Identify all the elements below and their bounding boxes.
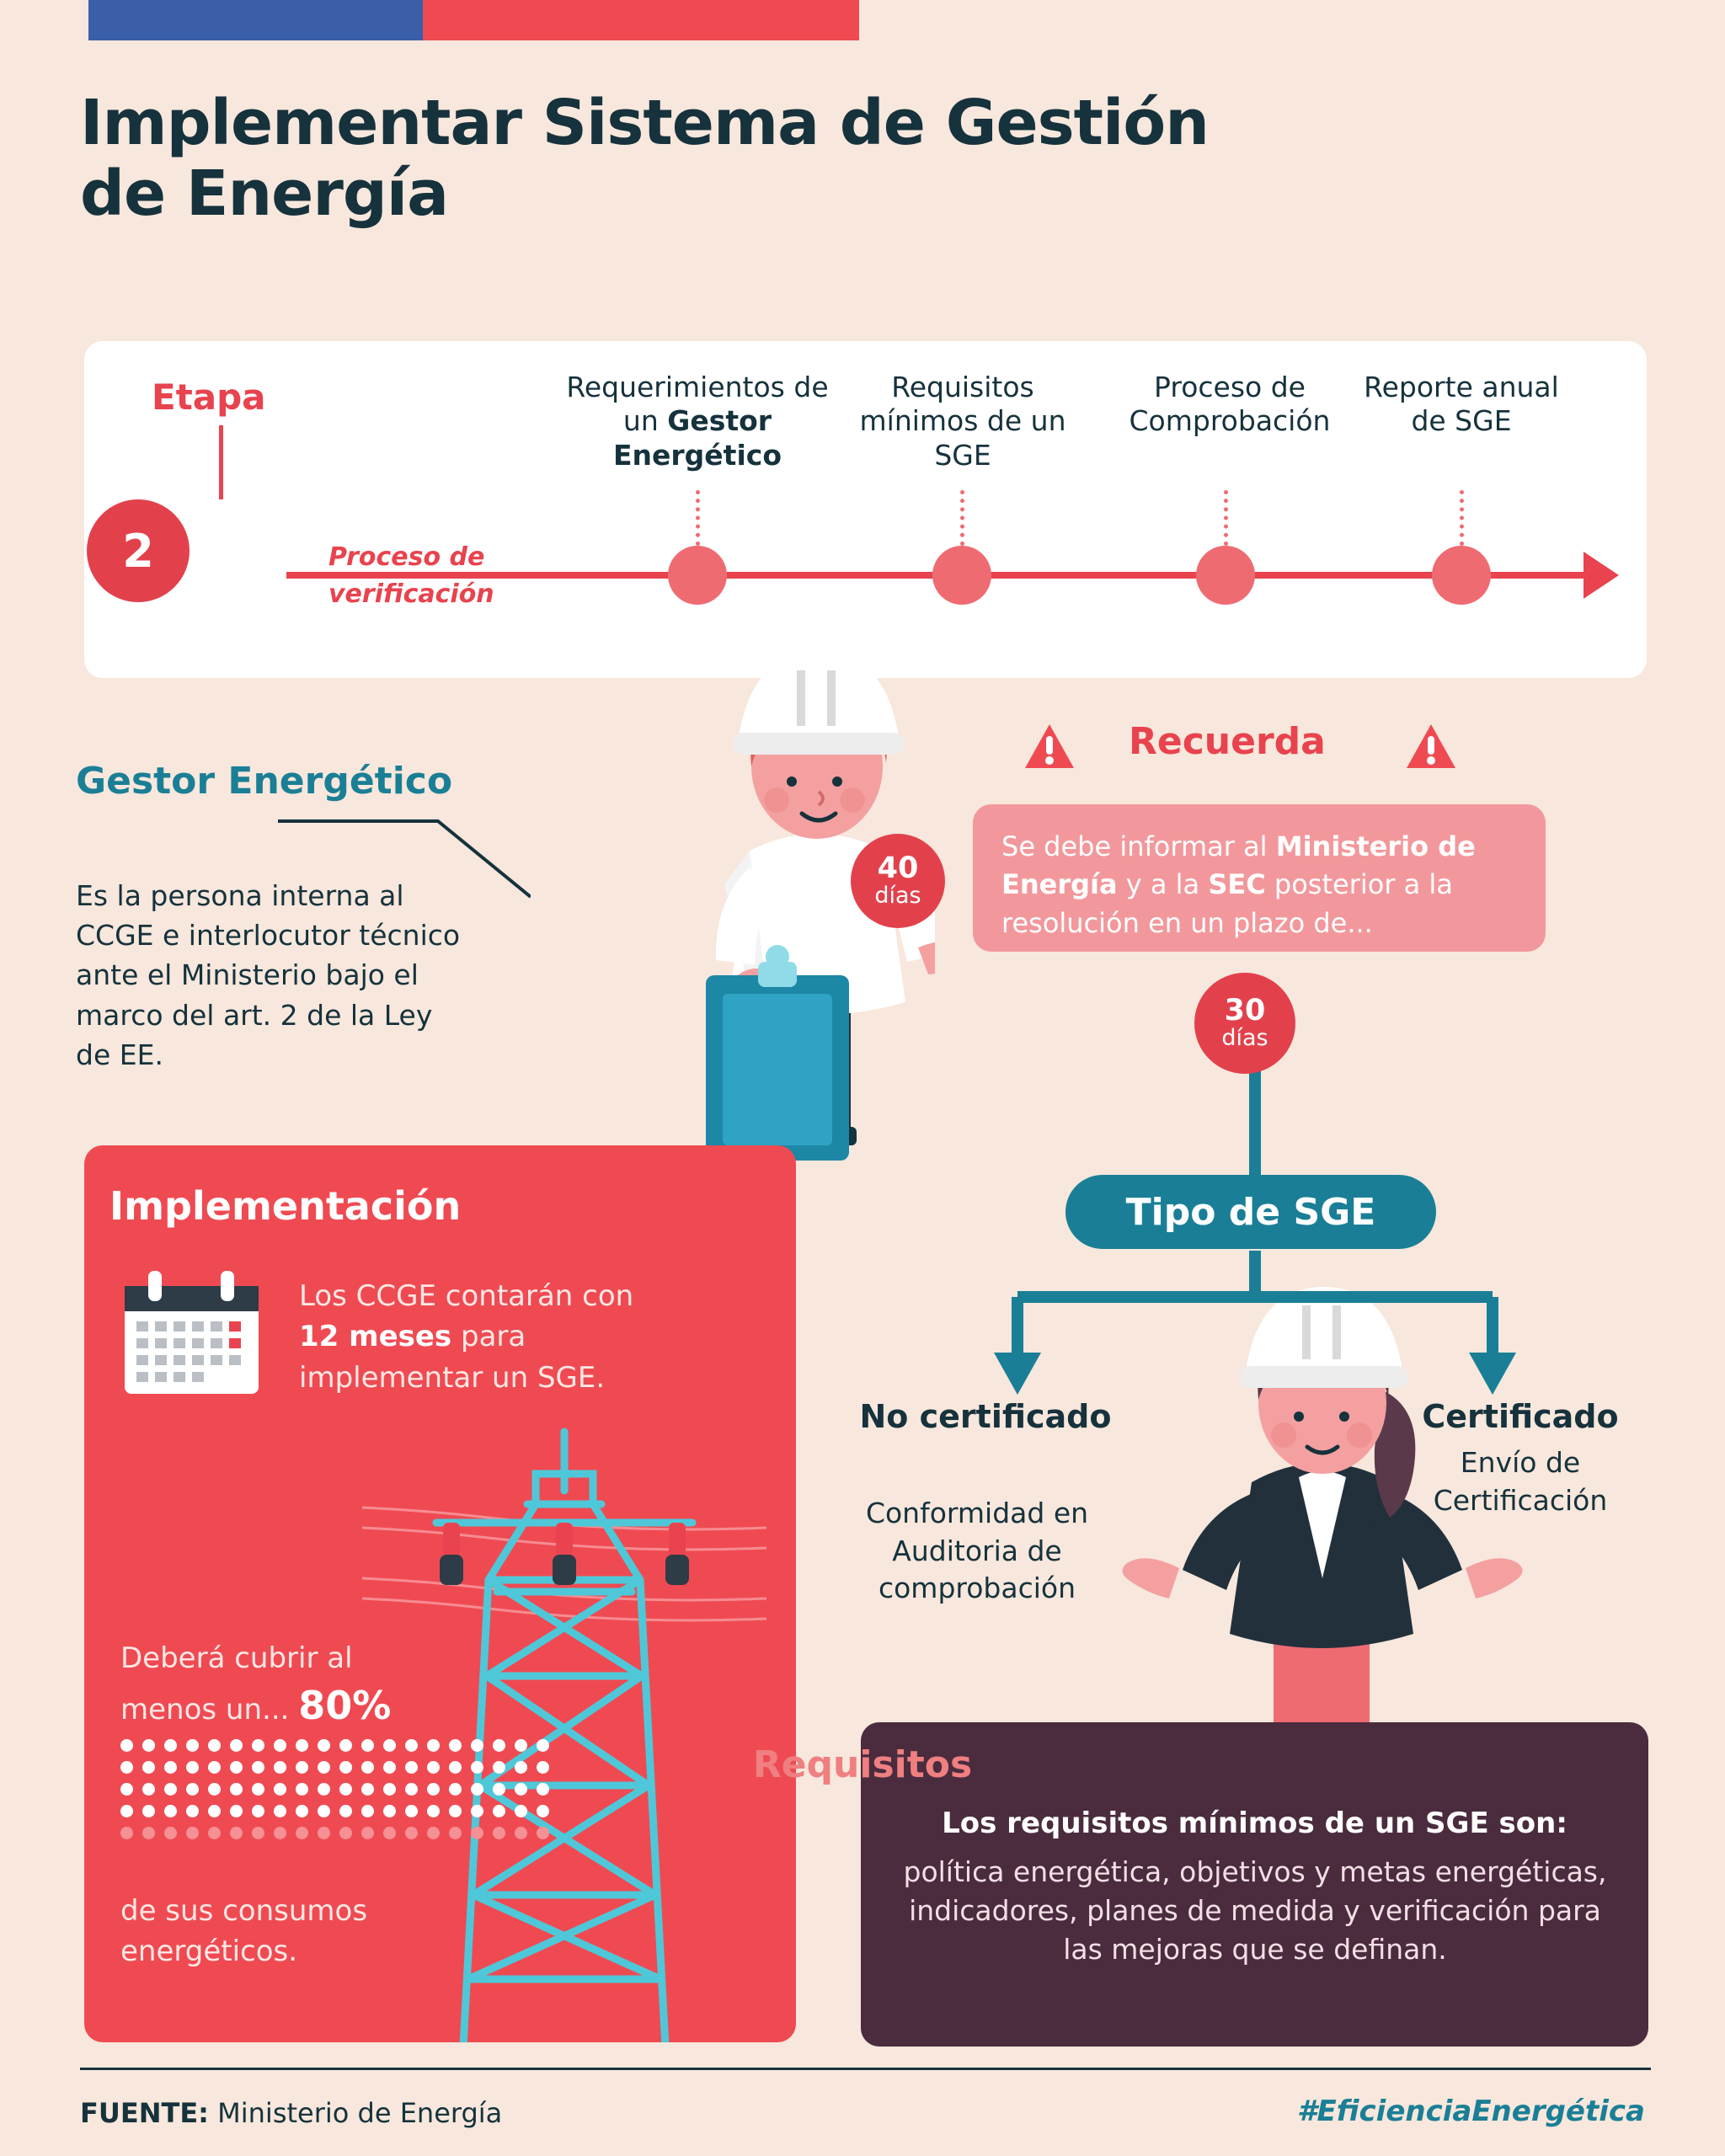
percentage-dot	[471, 1827, 483, 1839]
badge-30-unit: días	[1221, 1025, 1268, 1052]
timeline-dotted-connector	[960, 490, 968, 546]
percentage-dot	[427, 1827, 440, 1839]
percentage-dot	[361, 1827, 374, 1839]
percentage-dot	[339, 1805, 352, 1817]
percentage-dot	[186, 1827, 199, 1839]
timeline-node-label: Requerimientos de un Gestor Energético	[566, 371, 829, 472]
percentage-dot	[208, 1827, 221, 1839]
timeline-node	[668, 546, 727, 605]
etapa-subtitle: Proceso de verificación	[328, 542, 494, 609]
no-certificado-title: No certificado	[859, 1398, 1112, 1435]
tipo-sge-pill: Tipo de SGE	[1065, 1175, 1436, 1249]
flag-blue-band	[88, 0, 423, 40]
timeline-node	[1432, 546, 1491, 605]
gestor-energetico-text: Es la persona interna al CCGE e interlocutor técnico ante el Ministerio bajo el marco del art. 2 de la Ley de EE.	[76, 879, 461, 1071]
timeline-dotted-connector	[1460, 490, 1467, 546]
percentage-dot	[164, 1827, 177, 1839]
percentage-dot	[318, 1805, 330, 1817]
percentage-dot	[120, 1827, 133, 1839]
percentage-dot	[515, 1805, 527, 1817]
footer-hashtag: #EficienciaEnergética	[1296, 2095, 1645, 2128]
footer-source-value: Ministerio de Energía	[217, 2097, 503, 2129]
flag-red-band	[423, 0, 859, 40]
percentage-dot	[383, 1805, 396, 1817]
percentage-dot	[164, 1805, 177, 1817]
gestor-energetico-title: Gestor Energético	[76, 760, 453, 803]
footer-source-label: FUENTE:	[80, 2097, 209, 2129]
percentage-dot	[120, 1805, 133, 1817]
timeline-node	[1196, 546, 1255, 605]
badge-40-number: 40	[877, 851, 919, 886]
percentage-dot	[537, 1827, 549, 1839]
cover-percent: 80%	[298, 1683, 392, 1729]
footer-source	[80, 2097, 502, 2129]
percentage-dot	[361, 1805, 374, 1817]
chile-flag-bar	[88, 0, 859, 40]
gestor-connector-line	[278, 808, 531, 901]
warning-icon	[1023, 723, 1076, 770]
timeline-dotted-connector	[696, 490, 703, 546]
badge-40-unit: días	[874, 883, 921, 910]
percentage-dot	[339, 1827, 352, 1839]
percentage-dot	[186, 1805, 199, 1817]
dot-row	[120, 1805, 626, 1827]
percentage-dot	[405, 1805, 418, 1817]
badge-40-dias	[851, 834, 945, 928]
implementacion-title: Implementación	[109, 1183, 462, 1229]
calendar-icon	[118, 1267, 265, 1398]
percentage-dot	[296, 1805, 308, 1817]
page-title: Implementar Sistema de Gestión de Energía	[80, 87, 1209, 230]
percentage-dot	[208, 1805, 221, 1817]
percentage-dot	[493, 1827, 505, 1839]
percentage-dot	[230, 1805, 243, 1817]
timeline-dotted-connector	[1224, 490, 1231, 546]
cover-prefix: Deberá cubrir al menos un...	[120, 1641, 353, 1727]
percentage-dot	[449, 1827, 462, 1839]
timeline-node-label: Requisitos mínimos de un SGE	[859, 371, 1066, 472]
etapa-stem	[219, 425, 223, 499]
implementacion-cover-text	[120, 1638, 441, 1734]
implementacion-text: Los CCGE contarán con 12 meses para implementar un SGE.	[299, 1279, 634, 1395]
badge-30-number: 30	[1224, 994, 1266, 1028]
percentage-dot	[427, 1805, 440, 1817]
recuerda-message-box: Se debe informar al Ministerio de Energía y a la SEC posterior a la resolución en un plazo de...	[973, 804, 1546, 952]
timeline-node-label: Reporte anual de SGE	[1364, 371, 1559, 438]
percentage-dot	[318, 1827, 330, 1839]
etapa-label: Etapa	[152, 376, 266, 418]
warning-icon	[1405, 723, 1457, 770]
requisitos-body: política energética, objetivos y metas energéticas, indicadores, planes de medida y verificación para las mejoras que se definan.	[903, 1855, 1607, 1967]
percentage-dot	[493, 1805, 505, 1817]
footer-divider	[80, 2068, 1651, 2070]
certificado-title: Certificado	[1422, 1398, 1619, 1435]
percentage-dot	[471, 1805, 483, 1817]
timeline-node-label: Proceso de Comprobación	[1129, 371, 1331, 438]
percentage-dot	[252, 1805, 264, 1817]
timeline-arrowhead	[1583, 552, 1619, 599]
recuerda-title: Recuerda	[1129, 720, 1326, 763]
requisitos-subtitle: Los requisitos mínimos de un SGE son:	[942, 1806, 1567, 1840]
percentage-dot	[252, 1827, 264, 1839]
percentage-dot	[296, 1827, 308, 1839]
percentage-dot	[515, 1827, 527, 1839]
etapa-number-badge: 2	[87, 499, 190, 602]
certificado-text: Envío de Certificación	[1433, 1446, 1608, 1517]
percentage-dot	[405, 1827, 418, 1839]
no-certificado-text: Conformidad en Auditoria de comprobación	[865, 1497, 1089, 1605]
percentage-dot	[230, 1827, 243, 1839]
percentage-dot	[274, 1827, 286, 1839]
percentage-dot	[383, 1827, 396, 1839]
percentage-dot	[274, 1805, 286, 1817]
badge-30-dias	[1194, 973, 1295, 1074]
percentage-dot	[449, 1805, 462, 1817]
dot-row	[120, 1827, 626, 1849]
requisitos-title: Requisitos	[752, 1743, 973, 1786]
timeline-node	[932, 546, 991, 605]
implementacion-cover-suffix: de sus consumos energéticos.	[120, 1894, 368, 1969]
percentage-dot	[537, 1805, 549, 1817]
percentage-dot	[142, 1805, 155, 1817]
percentage-dot	[142, 1827, 155, 1839]
